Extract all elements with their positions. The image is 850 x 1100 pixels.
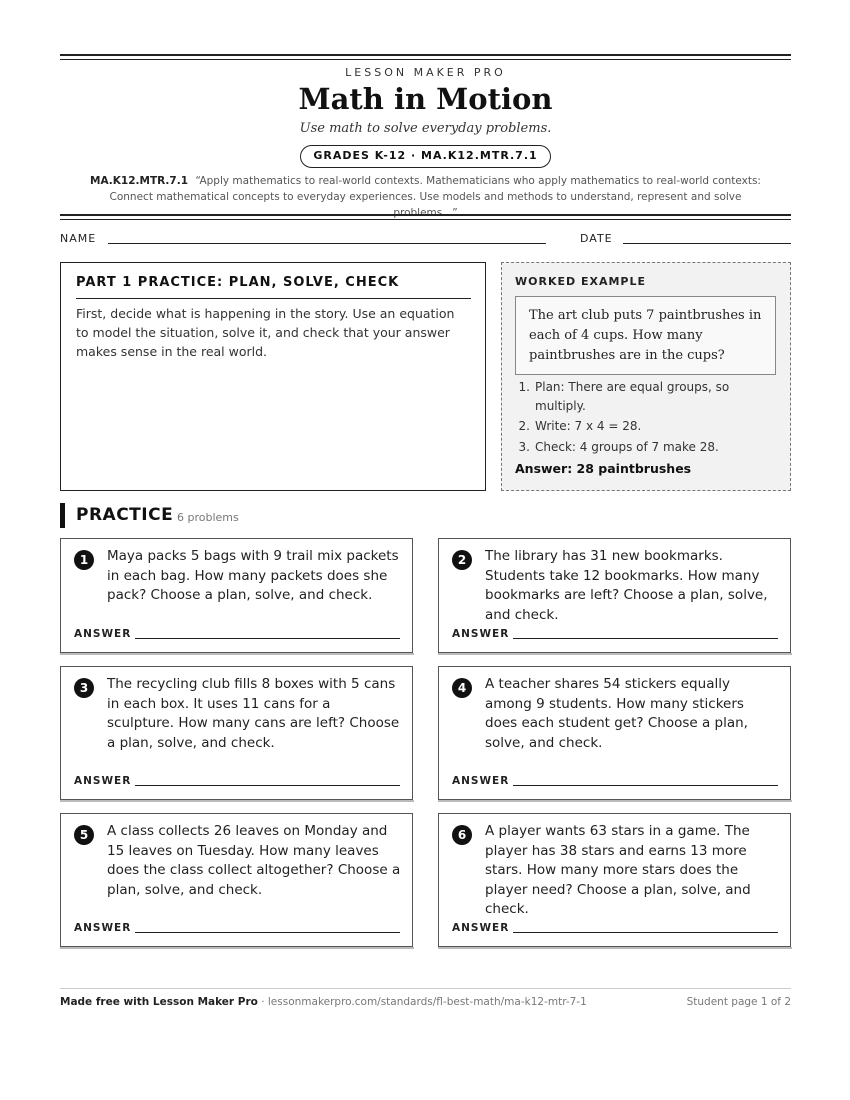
- answer-field[interactable]: [135, 932, 400, 933]
- problem-number-badge: 4: [452, 678, 472, 698]
- answer-label: ANSWER: [452, 922, 510, 934]
- part1-title: PART 1 PRACTICE: PLAN, SOLVE, CHECK: [76, 275, 471, 299]
- page-title: Math in Motion: [298, 82, 553, 116]
- worked-example-title: WORKED EXAMPLE: [515, 275, 646, 288]
- step-text: Check: 4 groups of 7 make 28.: [535, 439, 719, 454]
- answer-field[interactable]: [513, 638, 778, 639]
- header-double-rule: [60, 214, 791, 220]
- problem-text: The recycling club fills 8 boxes with 5 cans in each box. It uses 11 cans for a sculpture. How many cans are left? Choose a plan, solve, and check.: [107, 676, 400, 751]
- page-subtitle: Use math to solve everyday problems.: [299, 121, 552, 136]
- practice-count: 6 problems: [177, 511, 239, 524]
- answer-field[interactable]: [135, 785, 400, 786]
- worked-step: [515, 438, 775, 457]
- problem-text: A player wants 63 stars in a game. The player has 38 stars and earns 13 more stars. How many more stars does the player need? Choose a plan, solve, and check.: [485, 823, 751, 917]
- date-label: DATE: [580, 232, 613, 245]
- worksheet-page: [60, 0, 791, 1100]
- part1-box: [60, 262, 486, 491]
- name-field[interactable]: [108, 243, 546, 244]
- problem-number-badge: 1: [74, 550, 94, 570]
- problem-number-badge: 5: [74, 825, 94, 845]
- problem-text: A teacher shares 54 stickers equally among 9 students. How many stickers does each student get? Choose a plan, solve, and check.: [485, 676, 748, 751]
- problem-card: [60, 813, 413, 947]
- footer-made-with: Made free with Lesson Maker Pro: [60, 996, 258, 1008]
- standard-text: “Apply mathematics to real-world contexts. Mathematicians who apply mathematics to real-world contexts: Connect mathematical concepts to everyday experiences. Use models and methods to understand, represent and solve problems...”: [109, 175, 761, 219]
- name-label: NAME: [60, 232, 97, 245]
- brand-name: LESSON MAKER PRO: [345, 66, 506, 79]
- step-number: 3.: [518, 439, 530, 454]
- worked-example-problem: The art club puts 7 paintbrushes in each of 4 cups. How many paintbrushes are in the cups?: [515, 296, 776, 375]
- answer-field[interactable]: [513, 932, 778, 933]
- problem-text: Maya packs 5 bags with 9 trail mix packets in each bag. How many packets does she pack? Choose a plan, solve, and check.: [107, 548, 399, 603]
- page-indicator: Student page 1 of 2: [686, 996, 791, 1008]
- answer-label: ANSWER: [74, 628, 132, 640]
- answer-field[interactable]: [513, 785, 778, 786]
- worked-step: [515, 417, 775, 436]
- date-field[interactable]: [623, 243, 791, 244]
- answer-field[interactable]: [135, 638, 400, 639]
- part1-instructions: First, decide what is happening in the story. Use an equation to model the situation, solve it, and check that your answer makes sense in the real world.: [76, 306, 455, 359]
- problem-card: [438, 813, 791, 947]
- answer-label: ANSWER: [452, 628, 510, 640]
- worked-example-box: [501, 262, 791, 491]
- grade-standard-badge: GRADES K-12 · MA.K12.MTR.7.1: [300, 145, 551, 168]
- worked-example-answer: Answer: 28 paintbrushes: [515, 461, 692, 476]
- problem-number-badge: 6: [452, 825, 472, 845]
- answer-label: ANSWER: [74, 922, 132, 934]
- footer-url[interactable]: · lessonmakerpro.com/standards/fl-best-math/ma-k12-mtr-7-1: [261, 996, 587, 1008]
- problem-card: [60, 666, 413, 800]
- practice-heading: PRACTICE: [76, 505, 174, 525]
- problem-number-badge: 3: [74, 678, 94, 698]
- problem-text: The library has 31 new bookmarks. Students take 12 bookmarks. How many bookmarks are left? Choose a plan, solve, and check.: [485, 548, 768, 623]
- problem-number-badge: 2: [452, 550, 472, 570]
- problem-card: [438, 538, 791, 653]
- answer-label: ANSWER: [74, 775, 132, 787]
- problem-text: A class collects 26 leaves on Monday and 15 leaves on Tuesday. How many leaves does the class collect altogether? Choose a plan, solve, and check.: [107, 823, 401, 898]
- step-number: 1.: [518, 380, 530, 394]
- problem-card: [60, 538, 413, 653]
- top-double-rule: [60, 54, 791, 60]
- step-text: Plan: There are equal groups, so multiply.: [535, 380, 730, 413]
- standard-code: MA.K12.MTR.7.1: [90, 175, 189, 187]
- step-number: 2.: [518, 419, 530, 433]
- problem-card: [438, 666, 791, 800]
- worked-step: [515, 378, 775, 415]
- worked-example-steps: [515, 378, 775, 458]
- answer-label: ANSWER: [452, 775, 510, 787]
- step-text: Write: 7 x 4 = 28.: [535, 419, 642, 433]
- footer-divider: [60, 988, 791, 989]
- footer-credit: [60, 996, 587, 1008]
- practice-accent-bar: [60, 503, 65, 528]
